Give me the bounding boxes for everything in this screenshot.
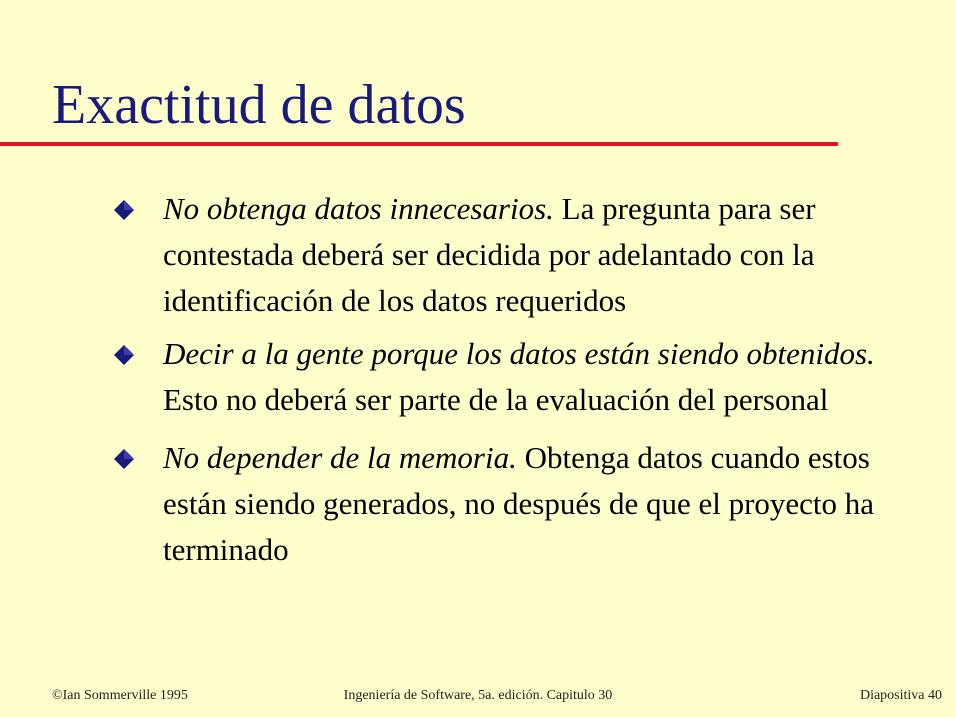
bullet-item bbox=[0, 331, 956, 423]
bullet-emphasis: No obtenga datos innecesarios. bbox=[163, 191, 554, 226]
bullet-text: La pregunta para ser contestada deberá ser decidida por adelantado con la identificación de los datos requeridos bbox=[163, 191, 816, 318]
footer-copyright: ©Ian Sommerville 1995 bbox=[52, 688, 188, 703]
diamond-bullet-icon bbox=[114, 345, 134, 365]
bullet-item bbox=[0, 435, 956, 573]
bullet-emphasis: Decir a la gente porque los datos están siendo obtenidos. bbox=[163, 336, 875, 371]
bullet-list bbox=[0, 186, 956, 585]
diamond-bullet-icon bbox=[114, 200, 134, 220]
bullet-text: Obtenga datos cuando estos están siendo generados, no después de que el proyecto ha terminado bbox=[163, 440, 875, 567]
bullet-text: Esto no deberá ser parte de la evaluación del personal bbox=[163, 382, 829, 417]
bullet-emphasis: No depender de la memoria. bbox=[163, 440, 517, 475]
title-underline bbox=[0, 142, 838, 146]
footer-course-title: Ingeniería de Software, 5a. edición. Capitulo 30 bbox=[343, 688, 613, 703]
slide-title: Exactitud de datos bbox=[52, 74, 466, 136]
bullet-item bbox=[0, 186, 956, 324]
diamond-bullet-icon bbox=[114, 449, 134, 469]
footer-slide-number: Diapositiva 40 bbox=[859, 688, 942, 703]
